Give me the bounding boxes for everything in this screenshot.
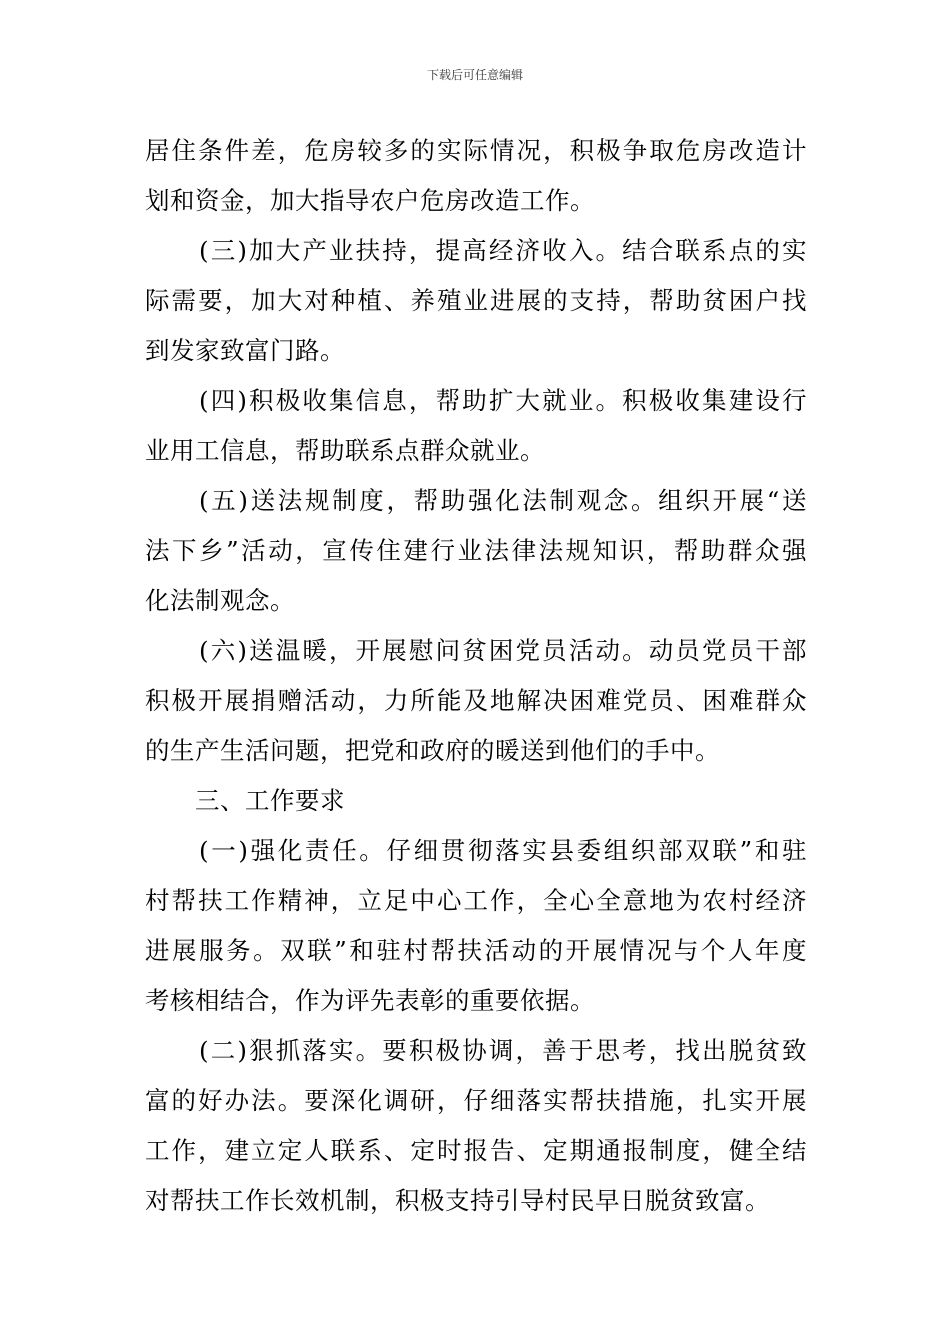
- text-line: 划和资金，加大指导农户危房改造工作。: [145, 186, 595, 215]
- text-line: 积极开展捐赠活动，力所能及地解决困难党员、困难群众: [145, 686, 807, 715]
- text-line: 业用工信息，帮助联系点群众就业。: [145, 436, 545, 465]
- text-line: 村帮扶工作精神，立足中心工作，全心全意地为农村经济: [145, 886, 807, 915]
- document-body: [145, 126, 807, 1226]
- text-line: (五)送法规制度，帮助强化法制观念。组织开展“送: [199, 486, 807, 515]
- text-line: 到发家致富门路。: [145, 336, 345, 365]
- text-line: 居住条件差，危房较多的实际情况，积极争取危房改造计: [145, 136, 807, 165]
- page-header: 下载后可任意编辑: [426, 68, 523, 82]
- text-line: 际需要，加大对种植、养殖业进展的支持，帮助贫困户找: [145, 286, 807, 315]
- text-line: 考核相结合，作为评先表彰的重要依据。: [145, 986, 595, 1015]
- text-line: (四)积极收集信息，帮助扩大就业。积极收集建设行: [199, 386, 807, 415]
- text-line: 的生产生活问题，把党和政府的暖送到他们的手中。: [145, 736, 720, 765]
- text-line: 化法制观念。: [145, 586, 295, 615]
- text-line: 工作，建立定人联系、定时报告、定期通报制度，健全结: [145, 1136, 807, 1165]
- text-line: 对帮扶工作长效机制，积极支持引导村民早日脱贫致富。: [145, 1186, 770, 1215]
- text-line: (六)送温暖，开展慰问贫困党员活动。动员党员干部: [199, 636, 807, 665]
- text-line: 法下乡”活动，宣传住建行业法律法规知识，帮助群众强: [145, 536, 807, 565]
- text-line: 富的好办法。要深化调研，仔细落实帮扶措施，扎实开展: [145, 1086, 807, 1115]
- text-line: (三)加大产业扶持，提高经济收入。结合联系点的实: [199, 236, 807, 265]
- section-heading: 三、工作要求: [195, 786, 345, 815]
- text-line: (一)强化责任。仔细贯彻落实县委组织部双联”和驻: [199, 836, 807, 865]
- text-line: 进展服务。双联”和驻村帮扶活动的开展情况与个人年度: [145, 936, 807, 965]
- text-line: (二)狠抓落实。要积极协调，善于思考，找出脱贫致: [199, 1036, 807, 1065]
